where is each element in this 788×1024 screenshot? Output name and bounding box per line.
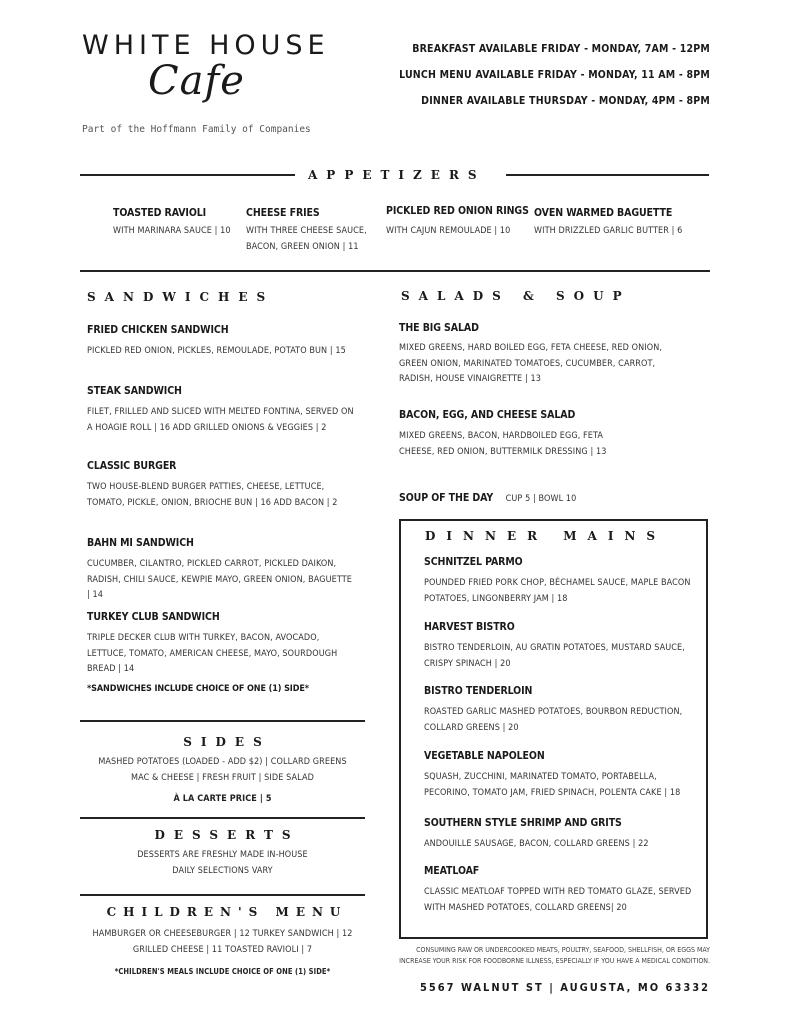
salad-item bbox=[399, 322, 674, 388]
item-desc: TWO HOUSE-BLEND BURGER PATTIES, CHEESE, LETTUCE, TOMATO, PICKLE, ONION, BRIOCHE BUN | 16 ADD BACON | 2 bbox=[87, 482, 338, 508]
dinner-item bbox=[424, 817, 694, 853]
soup-name: SOUP OF THE DAY bbox=[399, 492, 494, 504]
item-name: OVEN WARMED BAGUETTE bbox=[534, 207, 673, 219]
item-name: STEAK SANDWICH bbox=[87, 385, 182, 397]
item-desc: WITH THREE CHEESE SAUCE, BACON, GREEN ONION | 11 bbox=[246, 226, 367, 252]
childrens-line: GRILLED CHEESE | 11 TOASTED RAVIOLI | 7 bbox=[132, 944, 313, 955]
desserts-line: DESSERTS ARE FRESHLY MADE IN-HOUSE bbox=[137, 850, 308, 860]
item-desc: POUNDED FRIED PORK CHOP, BÉCHAMEL SAUCE, MAPLE BACON POTATOES, LINGONBERRY JAM | 18 bbox=[424, 578, 691, 604]
item-desc: WITH CAJUN REMOULADE | 10 bbox=[386, 226, 511, 236]
dinner-hours: DINNER AVAILABLE THURSDAY - MONDAY, 4PM - 8PM bbox=[421, 95, 710, 107]
logo-name: WHITE HOUSE bbox=[82, 30, 330, 61]
divider bbox=[80, 174, 295, 176]
divider bbox=[506, 174, 709, 176]
item-name: MEATLOAF bbox=[424, 865, 480, 877]
item-name: BACON, EGG, AND CHEESE SALAD bbox=[399, 409, 576, 421]
item-name: CHEESE FRIES bbox=[246, 207, 320, 219]
address: 5567 WALNUT ST | AUGUSTA, MO 63332 bbox=[419, 981, 710, 994]
childrens-note: *CHILDREN'S MEALS INCLUDE CHOICE OF ONE (1) SIDE* bbox=[114, 967, 331, 976]
appetizer-item bbox=[246, 207, 371, 255]
item-name: THE BIG SALAD bbox=[399, 322, 479, 334]
item-desc: BISTRO TENDERLOIN, AU GRATIN POTATOES, MUSTARD SAUCE, CRISPY SPINACH | 20 bbox=[424, 643, 685, 669]
item-name: CLASSIC BURGER bbox=[87, 460, 177, 472]
dinner-item bbox=[424, 750, 694, 801]
desserts-section bbox=[80, 828, 365, 879]
item-name: PICKLED RED ONION RINGS bbox=[386, 205, 529, 217]
childrens-line: HAMBURGER OR CHEESEBURGER | 12 TURKEY SANDWICH | 12 bbox=[92, 929, 353, 939]
sandwich-item bbox=[87, 537, 357, 604]
item-desc: CLASSIC MEATLOAF TOPPED WITH RED TOMATO GLAZE, SERVED WITH MASHED POTATOES, COLLARD GREENS| 20 bbox=[424, 887, 692, 913]
appetizer-item bbox=[534, 207, 684, 240]
sides-price: À LA CARTE PRICE | 5 bbox=[173, 794, 272, 804]
childrens-title: CHILDREN'S MENU bbox=[106, 905, 348, 919]
sandwich-note: *SANDWICHES INCLUDE CHOICE OF ONE (1) SIDE* bbox=[87, 684, 309, 694]
sides-line: MAC & CHEESE | FRESH FRUIT | SIDE SALAD bbox=[131, 772, 314, 783]
item-name: SOUTHERN STYLE SHRIMP AND GRITS bbox=[424, 817, 622, 829]
item-desc: MIXED GREENS, HARD BOILED EGG, FETA CHEESE, RED ONION, GREEN ONION, MARINATED TOMATOES, CUCUMBER, CARROT, RADISH, HOUSE VINAIGRETTE | 13 bbox=[399, 343, 663, 384]
item-name: BISTRO TENDERLOIN bbox=[424, 685, 533, 697]
item-desc: SQUASH, ZUCCHINI, MARINATED TOMATO, PORTABELLA, PECORINO, TOMATO JAM, FRIED SPINACH, POLENTA CAKE | 18 bbox=[424, 772, 681, 798]
sides-title: SIDES bbox=[183, 735, 271, 749]
sandwich-item bbox=[87, 324, 357, 360]
disclaimer-line: CONSUMING RAW OR UNDERCOOKED MEATS, POULTRY, SEAFOOD, SHELLFISH, OR EGGS MAY bbox=[416, 946, 710, 954]
appetizer-item bbox=[386, 205, 529, 240]
item-desc: ANDOUILLE SAUSAGE, BACON, COLLARD GREENS | 22 bbox=[424, 839, 649, 849]
sandwich-item bbox=[87, 385, 357, 436]
item-desc: ROASTED GARLIC MASHED POTATOES, BOURBON REDUCTION, COLLARD GREENS | 20 bbox=[424, 707, 683, 733]
dinner-item bbox=[424, 685, 694, 736]
disclaimer bbox=[399, 945, 710, 967]
item-name: BAHN MI SANDWICH bbox=[87, 537, 194, 549]
item-desc: WITH DRIZZLED GARLIC BUTTER | 6 bbox=[534, 226, 683, 236]
dinner-item bbox=[424, 621, 694, 672]
item-desc: CUCUMBER, CILANTRO, PICKLED CARROT, PICKLED DAIKON, RADISH, CHILI SAUCE, KEWPIE MAYO, GREEN ONION, BAGUETTE | 14 bbox=[87, 559, 352, 600]
item-desc: TRIPLE DECKER CLUB WITH TURKEY, BACON, AVOCADO, LETTUCE, TOMATO, AMERICAN CHEESE, MAYO, SOURDOUGH BREAD | 14 bbox=[87, 633, 338, 674]
lunch-hours: LUNCH MENU AVAILABLE FRIDAY - MONDAY, 11 AM - 8PM bbox=[399, 69, 710, 81]
item-name: FRIED CHICKEN SANDWICH bbox=[87, 324, 229, 336]
sides-section bbox=[80, 735, 365, 808]
logo-script: Cafe bbox=[148, 58, 245, 104]
appetizers-title: APPETIZERS bbox=[308, 168, 486, 182]
soup-price: CUP 5 | BOWL 10 bbox=[505, 494, 577, 504]
dinner-item bbox=[424, 865, 694, 916]
desserts-line: DAILY SELECTIONS VARY bbox=[172, 865, 273, 876]
sandwiches-title: SANDWICHES bbox=[87, 290, 275, 304]
sandwich-item bbox=[87, 460, 357, 511]
item-desc: PICKLED RED ONION, PICKLES, REMOULADE, POTATO BUN | 15 bbox=[87, 346, 346, 356]
divider bbox=[80, 720, 365, 722]
breakfast-hours: BREAKFAST AVAILABLE FRIDAY - MONDAY, 7AM - 12PM bbox=[412, 43, 710, 55]
sandwich-item bbox=[87, 611, 357, 678]
tagline: Part of the Hoffmann Family of Companies bbox=[82, 124, 311, 135]
item-name: HARVEST BISTRO bbox=[424, 621, 515, 633]
divider bbox=[80, 817, 365, 819]
soup-item bbox=[399, 486, 576, 508]
divider bbox=[80, 894, 365, 896]
appetizer-item bbox=[113, 207, 243, 240]
dinner-title: DINNER MAINS bbox=[425, 529, 667, 543]
item-name: VEGETABLE NAPOLEON bbox=[424, 750, 545, 762]
item-desc: WITH MARINARA SAUCE | 10 bbox=[113, 226, 231, 236]
disclaimer-line: INCREASE YOUR RISK FOR FOODBORNE ILLNESS, ESPECIALLY IF YOU HAVE A MEDICAL CONDITION. bbox=[399, 957, 710, 965]
item-desc: FILET, FRILLED AND SLICED WITH MELTED FONTINA, SERVED ON A HOAGIE ROLL | 16 ADD GRILLED ONIONS & VEGGIES | 2 bbox=[87, 407, 354, 433]
salads-title: SALADS & SOUP bbox=[401, 289, 631, 303]
item-desc: MIXED GREENS, BACON, HARDBOILED EGG, FETA CHEESE, RED ONION, BUTTERMILK DRESSING | 13 bbox=[399, 431, 607, 457]
desserts-title: DESSERTS bbox=[154, 828, 300, 842]
salad-item bbox=[399, 409, 639, 460]
dinner-item bbox=[424, 556, 694, 607]
childrens-section bbox=[80, 905, 365, 980]
sides-line: MASHED POTATOES (LOADED - ADD $2) | COLLARD GREENS bbox=[98, 757, 347, 767]
item-name: SCHNITZEL PARMO bbox=[424, 556, 523, 568]
item-name: TURKEY CLUB SANDWICH bbox=[87, 611, 220, 623]
item-name: TOASTED RAVIOLI bbox=[113, 207, 207, 219]
divider bbox=[80, 270, 710, 272]
